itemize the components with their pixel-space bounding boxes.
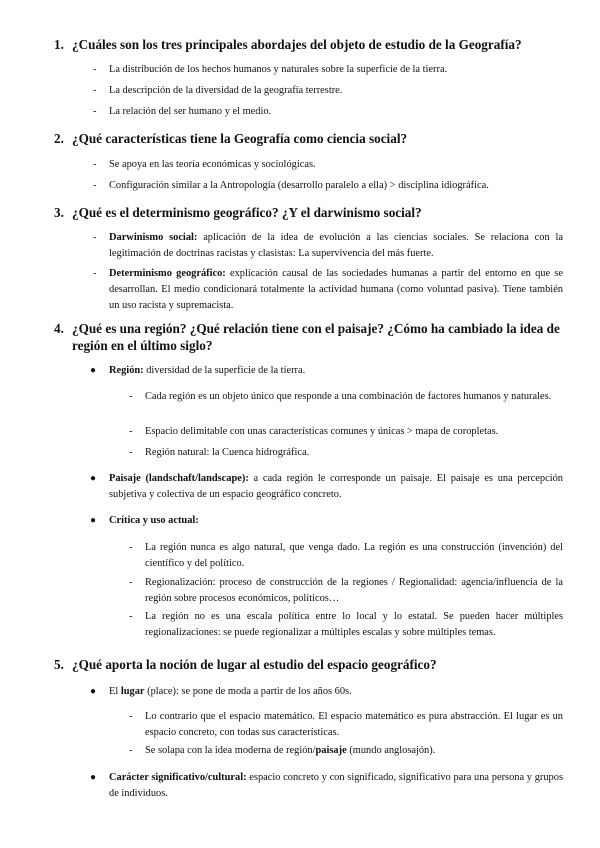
definition-item — [109, 770, 563, 802]
definition-item — [109, 471, 563, 503]
bullet-marker: ● — [90, 515, 97, 526]
dash-marker: - — [93, 159, 97, 170]
definition-item — [109, 363, 305, 379]
list-item: La distribución de los hechos humanos y naturales sobre la superficie de la tierra. — [109, 64, 448, 75]
question-heading — [54, 656, 566, 673]
question-number: 2. — [54, 131, 64, 146]
definition-term: lugar — [120, 686, 145, 697]
list-item: Regionalización: proceso de construcción de la regiones / Regionalidad: agencia/influencia de la región sobre procesos económicos, políticos… — [145, 577, 563, 604]
dash-marker: - — [129, 447, 133, 458]
definition-prefix: El — [109, 686, 121, 697]
definition-text: a cada región le corresponde un paisaje. El paisaje es una percepción subjetiva y colectiva de un espacio geográfico concreto. — [109, 473, 563, 500]
question-number: 3. — [54, 205, 64, 220]
list-item — [145, 743, 435, 759]
list-item: La región nunca es algo natural, que venga dado. La región es una construcción (invención) del científico y del político. — [145, 542, 563, 569]
dash-marker: - — [93, 106, 97, 117]
definition-term: Región: — [109, 365, 144, 376]
definition-term: Darwinismo social: — [109, 232, 198, 243]
dash-marker: - — [129, 391, 133, 402]
definition-item — [109, 266, 563, 314]
question-heading — [54, 36, 566, 53]
dash-marker: - — [129, 611, 133, 622]
dash-marker: - — [93, 64, 97, 75]
definition-term: Paisaje (landschaft/landscape): — [109, 473, 249, 484]
definition-text: explicación causal de las sociedades humanas a partir del entorno en que se desarrollan. El medio condicionará totalmente la actividad humana (como voluntad pasiva). Tiene también un uso racista y supremacista. — [109, 268, 563, 311]
question-number: 5. — [54, 657, 64, 672]
question-text: ¿Qué es una región? ¿Qué relación tiene con el paisaje? ¿Cómo ha cambiado la idea de región en el último siglo? — [72, 321, 560, 353]
list-item-prefix: Se solapa con la idea moderna de región/ — [145, 745, 316, 756]
definition-item — [109, 230, 563, 262]
list-item-term: paisaje — [315, 745, 347, 756]
dash-marker: - — [93, 85, 97, 96]
definition-item — [109, 684, 352, 700]
definition-text: diversidad de la superficie de la tierra. — [143, 365, 306, 376]
question-text: ¿Qué es el determinismo geográfico? ¿Y el darwinismo social? — [72, 205, 422, 220]
bullet-marker: ● — [90, 772, 97, 783]
question-text: ¿Cuáles son los tres principales abordajes del objeto de estudio de la Geografía? — [72, 37, 522, 52]
definition-term: Determinismo geográfico: — [109, 268, 226, 279]
dash-marker: - — [129, 711, 133, 722]
definition-term: Crítica y uso actual: — [109, 515, 199, 526]
list-item: Lo contrario que el espacio matemático. El espacio matemático es pura abstracción. El lugar es un espacio concreto, con todas sus características. — [145, 711, 563, 738]
question-number: 1. — [54, 37, 64, 52]
definition-text: aplicación de la idea de evolución a las ciencias sociales. Se relaciona con la legitimación de doctrinas racistas y clasistas: La supervivencia del más fuerte. — [109, 232, 564, 259]
list-item: Espacio delimitable con unas características comunes y únicas > mapa de coropletas. — [145, 426, 499, 437]
list-item: Región natural: la Cuenca hidrográfica. — [145, 447, 310, 458]
bullet-marker: ● — [90, 473, 97, 484]
list-item: La región no es una escala política entre lo local y lo estatal. Se pueden hacer múltiples regionalizaciones: se puede regionalizar a múltiples escalas y sobre múltiples temas. — [145, 611, 563, 638]
dash-marker: - — [93, 180, 97, 191]
list-item-suffix: (mundo anglosajón). — [346, 745, 436, 756]
question-text: ¿Qué aporta la noción de lugar al estudio del espacio geográfico? — [72, 657, 437, 672]
dash-marker: - — [129, 542, 133, 553]
question-heading — [54, 320, 566, 354]
question-heading — [54, 204, 566, 221]
question-number: 4. — [54, 321, 64, 336]
definition-text: (place): se pone de moda a partir de los años 60s. — [144, 686, 352, 697]
definition-term: Carácter significativo/cultural: — [109, 772, 247, 783]
definition-text: espacio concreto y con significado, significativo para una persona y grupos de individuos. — [109, 772, 563, 799]
question-heading — [54, 130, 566, 147]
dash-marker: - — [129, 745, 133, 756]
dash-marker: - — [129, 577, 133, 588]
bullet-marker: ● — [90, 365, 97, 376]
bullet-marker: ● — [90, 686, 97, 697]
question-text: ¿Qué características tiene la Geografía como ciencia social? — [72, 131, 408, 146]
definition-item — [109, 513, 199, 529]
list-item: Se apoya en las teoría económicas y sociológicas. — [109, 159, 316, 170]
list-item: Configuración similar a la Antropología (desarrollo paralelo a ella) > disciplina idiográfica. — [109, 180, 489, 191]
list-item: La relación del ser humano y el medio. — [109, 106, 272, 117]
list-item: La descripción de la diversidad de la geografía terrestre. — [109, 85, 343, 96]
dash-marker: - — [129, 426, 133, 437]
dash-marker: - — [93, 232, 97, 243]
list-item: Cada región es un objeto único que responde a una combinación de factores humanos y naturales. — [145, 391, 552, 402]
dash-marker: - — [93, 268, 97, 279]
